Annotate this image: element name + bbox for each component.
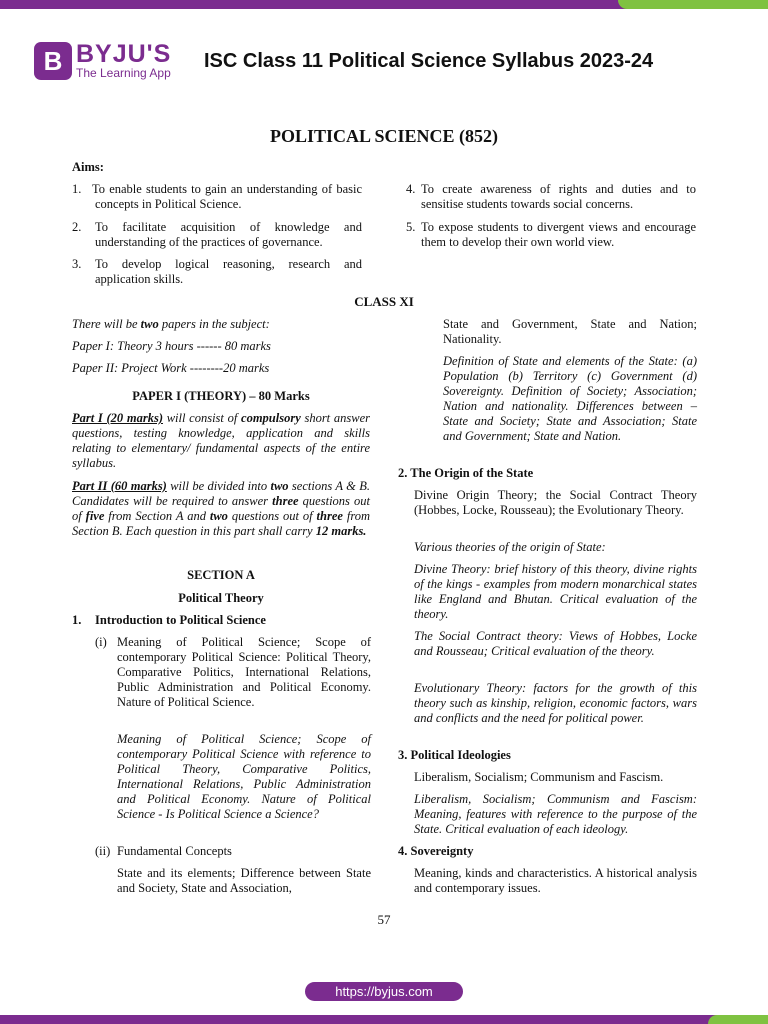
page-title: ISC Class 11 Political Science Syllabus 2023-24 bbox=[204, 50, 654, 72]
topic-4-title: 4. Sovereignty bbox=[398, 844, 474, 858]
topic-4-text: Meaning, kinds and characteristics. A historical analysis and contemporary issues. bbox=[414, 866, 697, 895]
topic-2-note-1: Various theories of the origin of State: bbox=[414, 540, 606, 554]
political-theory-heading: Political Theory bbox=[178, 591, 264, 605]
topic-3-note: Liberalism, Socialism; Communism and Fascism: Meaning, features with reference to the purpose of the State. Critical evaluation of each ideology. bbox=[414, 792, 697, 836]
aim-num-3: 3. bbox=[72, 257, 82, 271]
footer-url-link[interactable]: https://byjus.com bbox=[305, 982, 463, 1001]
part-1-description: Part I (20 marks) will consist of compulsory short answer questions, testing knowledge, application and skills relating to elementary/ fundamental aspects of the entire syllabus. bbox=[72, 411, 370, 470]
papers-intro: There will be two papers in the subject: bbox=[72, 317, 270, 331]
logo-name: BYJU'S bbox=[76, 40, 172, 68]
aim-text-4: To create awareness of rights and duties and to sensitise students towards social concerns. bbox=[421, 182, 696, 211]
topic-3-text: Liberalism, Socialism; Communism and Fascism. bbox=[414, 770, 664, 784]
topic-1-title: Introduction to Political Science bbox=[95, 613, 266, 627]
topic-3-title: 3. Political Ideologies bbox=[398, 748, 511, 762]
page-number: 57 bbox=[377, 912, 391, 927]
top-accent-green bbox=[618, 0, 768, 9]
subtopic-i-note: Meaning of Political Science; Scope of contemporary Political Science with reference to Political Theory, Comparative Politics, International Relations, Public Administration and Political Economy. Nature of Political Science - Is Political Science a Science? bbox=[117, 732, 371, 821]
paper-1-line: Paper I: Theory 3 hours ------ 80 marks bbox=[72, 339, 271, 353]
logo-mark: B bbox=[34, 42, 72, 80]
topic-2-note-3: The Social Contract theory: Views of Hobbes, Locke and Rousseau; Critical evaluation of the theory. bbox=[414, 629, 697, 658]
aim-num-5: 5. bbox=[406, 220, 416, 234]
part-2-description: Part II (60 marks) will be divided into two sections A & B. Candidates will be required to answer three questions out of five from Section A and two questions out of three from Section B. Each question in this part shall carry 12 marks. bbox=[72, 479, 371, 538]
paper-2-line: Paper II: Project Work --------20 marks bbox=[72, 361, 270, 375]
aim-text-2: To facilitate acquisition of knowledge and understanding of the practices of governance. bbox=[95, 220, 362, 249]
aim-text-3: To develop logical reasoning, research and application skills. bbox=[95, 257, 362, 286]
section-a-heading: SECTION A bbox=[187, 568, 255, 582]
byjus-logo bbox=[34, 42, 171, 80]
subtopic-i-number: (i) bbox=[95, 635, 107, 649]
aim-num-4: 4. bbox=[406, 182, 416, 196]
subtopic-ii-text-continued: State and Government, State and Nation; Nationality. bbox=[443, 317, 697, 346]
document-title: POLITICAL SCIENCE (852) bbox=[269, 126, 499, 146]
bottom-accent-green bbox=[708, 1015, 768, 1024]
paper-1-heading: PAPER I (THEORY) – 80 Marks bbox=[132, 389, 310, 403]
subtopic-ii-text: State and its elements; Difference between State and Society, State and Association, bbox=[117, 866, 371, 895]
class-heading: CLASS XI bbox=[354, 294, 414, 309]
bottom-accent-bar bbox=[0, 1015, 768, 1024]
aim-text-1: To enable students to gain an understanding of basic concepts in Political Science. bbox=[92, 182, 362, 211]
topic-2-text: Divine Origin Theory; the Social Contract Theory (Hobbes, Locke, Rousseau); the Evolutionary Theory. bbox=[414, 488, 697, 517]
subtopic-ii-number: (ii) bbox=[95, 844, 111, 858]
topic-2-note-2: Divine Theory: brief history of this theory, divine rights of the kings - examples from modern monarchical states like England and Bhutan. Critical evaluation of the theory. bbox=[414, 562, 697, 621]
aim-num-2: 2. bbox=[72, 220, 82, 234]
topic-2-title: 2. The Origin of the State bbox=[398, 466, 534, 480]
subtopic-ii-note: Definition of State and elements of the State: (a) Population (b) Territory (c) Government (d) Sovereignty. Definition of Society; Association; Nation and nationality. Differences between – State and Society; State and Association; State and Government; State and Nation. bbox=[443, 354, 697, 443]
subtopic-i-text: Meaning of Political Science; Scope of contemporary Political Science: Political Theory, Comparative Politics, International Relations, Public Administration and Political Economy. Nature of Political Science. bbox=[117, 635, 371, 709]
aims-heading: Aims: bbox=[72, 160, 104, 174]
aim-num-1: 1. bbox=[72, 182, 82, 196]
topic-2-note-4: Evolutionary Theory: factors for the growth of this theory such as kinship, religion, economic factors, wars and conflicts and the need for political power. bbox=[414, 681, 697, 725]
topic-1-number: 1. bbox=[72, 613, 82, 627]
logo-tagline: The Learning App bbox=[76, 66, 171, 80]
subtopic-ii-title: Fundamental Concepts bbox=[117, 844, 232, 858]
aim-text-5: To expose students to divergent views and encourage them to develop their own world view. bbox=[421, 220, 696, 249]
